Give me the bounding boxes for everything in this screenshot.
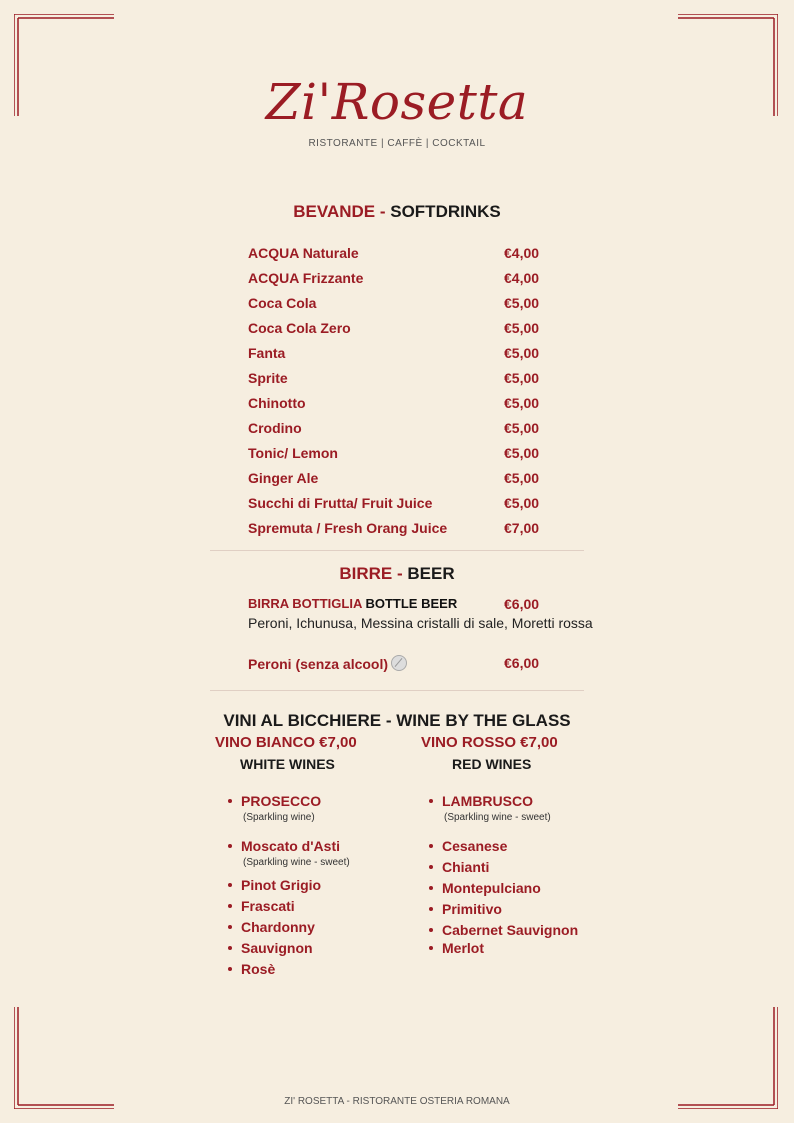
item-name: Ginger Ale <box>248 470 319 486</box>
list-item <box>248 495 548 515</box>
item-name: Coca Cola Zero <box>248 320 351 336</box>
nonalc-beer-name: Peroni (senza alcool) <box>248 656 389 672</box>
bullet-icon <box>228 946 232 950</box>
list-item <box>429 940 484 956</box>
white-wine-heading: VINO BIANCO €7,00 <box>215 734 357 751</box>
list-item <box>248 295 548 315</box>
wine-name: LAMBRUSCO <box>442 793 533 809</box>
bullet-icon <box>228 967 232 971</box>
footer-text: ZI' ROSETTA - RISTORANTE OSTERIA ROMANA <box>284 1096 510 1107</box>
list-item <box>228 793 321 823</box>
softdrinks-title-red: BEVANDE - <box>293 202 386 221</box>
wine-name: Montepulciano <box>442 880 541 896</box>
divider <box>210 690 584 691</box>
non-alcoholic-icon <box>391 655 407 671</box>
bottle-beer-price: €6,00 <box>504 596 540 612</box>
wine-title: VINI AL BICCHIERE - WINE BY THE GLASS <box>223 711 571 730</box>
brand-tagline: RISTORANTE | CAFFÈ | COCKTAIL <box>308 138 486 149</box>
bullet-icon <box>429 928 433 932</box>
brand-name: Zi'Rosetta <box>265 73 529 131</box>
wine-name: Merlot <box>442 940 484 956</box>
nonalc-beer-label <box>248 655 407 672</box>
brand-logo <box>0 72 794 149</box>
list-item <box>248 270 548 290</box>
softdrinks-title <box>0 202 794 222</box>
corner-ornament-bottom-right <box>678 1007 778 1109</box>
bottle-beer-brands: Peroni, Ichunusa, Messina cristalli di sale, Moretti rossa <box>248 615 593 631</box>
bottle-beer-row <box>248 596 548 616</box>
red-wine-subheading: RED WINES <box>452 756 532 772</box>
bottle-beer-label <box>248 596 457 611</box>
beer-title <box>0 564 794 584</box>
item-name: Coca Cola <box>248 295 317 311</box>
wine-name: Moscato d'Asti <box>241 838 341 854</box>
bullet-icon <box>228 904 232 908</box>
item-name: Succhi di Frutta/ Fruit Juice <box>248 495 433 511</box>
wine-name: Frascati <box>241 898 295 914</box>
item-price: €5,00 <box>504 345 540 361</box>
corner-ornament-bottom-left <box>14 1007 114 1109</box>
list-item <box>248 245 548 265</box>
nonalc-beer-row <box>248 655 548 675</box>
beer-title-red: BIRRE - <box>339 564 403 583</box>
softdrinks-title-black: SOFTDRINKS <box>390 202 501 221</box>
item-name: Sprite <box>248 370 288 386</box>
item-price: €5,00 <box>504 420 540 436</box>
bottle-beer-label-red: BIRRA BOTTIGLIA <box>248 596 362 611</box>
list-item <box>228 961 275 977</box>
list-item <box>248 345 548 365</box>
list-item <box>228 877 321 893</box>
bullet-icon <box>228 925 232 929</box>
red-wine-heading: VINO ROSSO €7,00 <box>421 734 558 751</box>
item-price: €5,00 <box>504 445 540 461</box>
item-price: €7,00 <box>504 520 540 536</box>
wine-name: Chianti <box>442 859 490 875</box>
item-price: €4,00 <box>504 270 540 286</box>
wine-note: (Sparkling wine - sweet) <box>243 857 350 868</box>
item-price: €5,00 <box>504 470 540 486</box>
list-item <box>429 880 541 896</box>
divider <box>210 550 584 551</box>
bullet-icon <box>228 799 232 803</box>
bullet-icon <box>429 907 433 911</box>
beer-title-black: BEER <box>407 564 455 583</box>
wine-note: (Sparkling wine - sweet) <box>444 812 551 823</box>
list-item <box>248 320 548 340</box>
list-item <box>248 420 548 440</box>
item-price: €5,00 <box>504 370 540 386</box>
bullet-icon <box>429 844 433 848</box>
item-price: €4,00 <box>504 245 540 261</box>
list-item <box>228 940 313 956</box>
list-item <box>429 901 502 917</box>
list-item <box>248 395 548 415</box>
wine-name: Cesanese <box>442 838 508 854</box>
list-item <box>248 470 548 490</box>
wine-name: Sauvignon <box>241 940 313 956</box>
item-name: ACQUA Naturale <box>248 245 359 261</box>
item-name: Spremuta / Fresh Orang Juice <box>248 520 448 536</box>
wine-name: Primitivo <box>442 901 502 917</box>
wine-name: Chardonny <box>241 919 315 935</box>
bullet-icon <box>429 865 433 869</box>
wine-name: PROSECCO <box>241 793 322 809</box>
list-item <box>228 919 315 935</box>
item-name: Crodino <box>248 420 302 436</box>
nonalc-beer-price: €6,00 <box>504 655 540 671</box>
list-item <box>429 793 551 823</box>
list-item <box>429 838 507 854</box>
bullet-icon <box>429 946 433 950</box>
item-price: €5,00 <box>504 495 540 511</box>
item-name: Fanta <box>248 345 286 361</box>
bullet-icon <box>429 886 433 890</box>
list-item <box>228 898 295 914</box>
item-name: Tonic/ Lemon <box>248 445 338 461</box>
item-price: €5,00 <box>504 395 540 411</box>
list-item <box>429 859 489 875</box>
list-item <box>228 838 350 868</box>
wine-name: Rosè <box>241 961 276 977</box>
item-name: Chinotto <box>248 395 306 411</box>
wine-note: (Sparkling wine) <box>243 812 315 823</box>
wine-name: Pinot Grigio <box>241 877 322 893</box>
list-item <box>429 922 578 938</box>
list-item <box>248 370 548 390</box>
bullet-icon <box>429 799 433 803</box>
white-wine-subheading: WHITE WINES <box>240 756 335 772</box>
list-item <box>248 520 548 540</box>
bullet-icon <box>228 844 232 848</box>
bullet-icon <box>228 883 232 887</box>
wine-name: Cabernet Sauvignon <box>442 922 579 938</box>
item-name: ACQUA Frizzante <box>248 270 364 286</box>
bottle-beer-label-black: BOTTLE BEER <box>365 596 458 611</box>
item-price: €5,00 <box>504 295 540 311</box>
item-price: €5,00 <box>504 320 540 336</box>
list-item <box>248 445 548 465</box>
